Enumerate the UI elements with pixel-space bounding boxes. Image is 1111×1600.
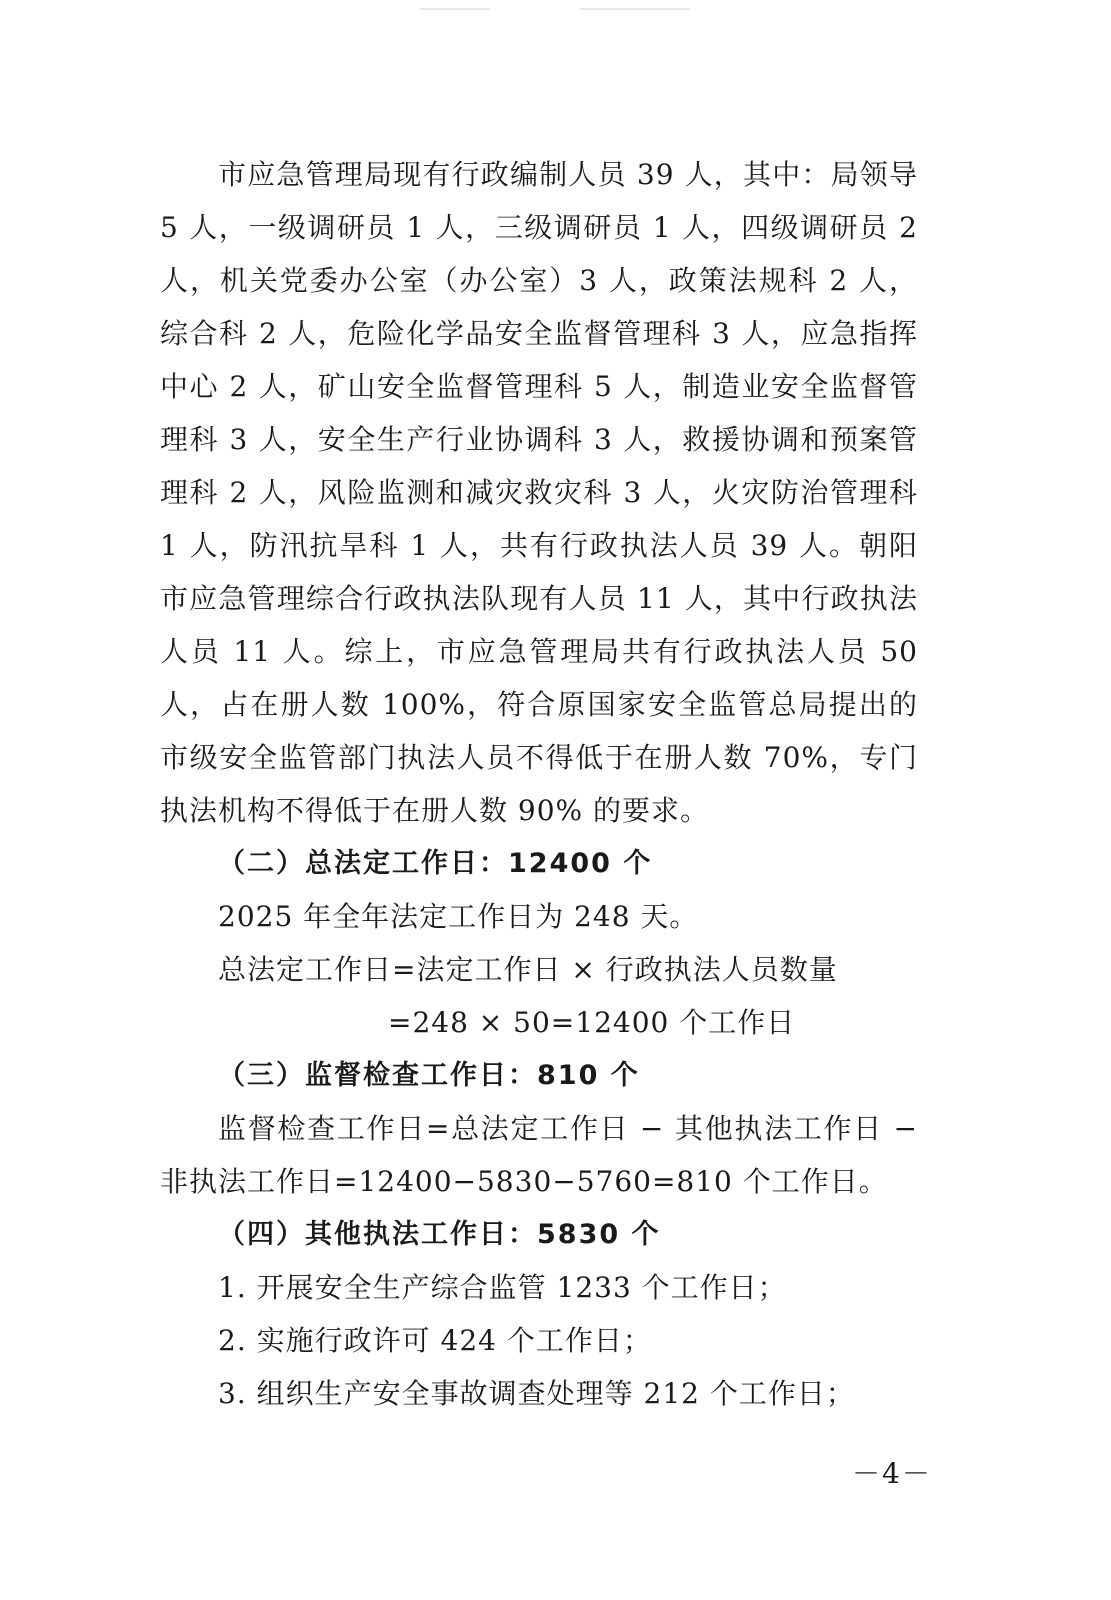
list-item: 1. 开展安全生产综合监管 1233 个工作日； <box>218 1271 787 1304</box>
body-text <box>160 148 918 1420</box>
page-number: －4－ <box>852 1457 932 1490</box>
total-workdays-result: =248 × 50=12400 个工作日 <box>388 1006 796 1039</box>
workdays-statement: 2025 年全年法定工作日为 248 天。 <box>218 900 699 933</box>
section-4-heading: （四）其他执法工作日：5830 个 <box>218 1219 661 1250</box>
total-workdays-formula: 总法定工作日=法定工作日 × 行政执法人员数量 <box>218 953 838 986</box>
list-item: 3. 组织生产安全事故调查处理等 212 个工作日； <box>218 1377 855 1410</box>
list-item: 2. 实施行政许可 424 个工作日； <box>218 1324 652 1357</box>
section-2-heading: （二）总法定工作日：12400 个 <box>218 848 653 879</box>
staffing-paragraph: 市应急管理局现有行政编制人员 39 人，其中：局领导 5 人，一级调研员 1 人，三级调研员 1 人，四级调研员 2 人，机关党委办公室（办公室）3 人，政策法规科 2 人，综合科 2 人，危险化学品安全监督管理科 3 人，应急指挥中心 2 人，矿山安全监督管理科 5 人，制造业安全监督管理科 3 人，安全生产行业协调科 3 人，救援协调和预案管理科 2 人，风险监测和减灾救灾科 3 人，火灾防治管理科 1 人，防汛抗旱科 1 人，共有行政执法人员 39 人。朝阳市应急管理综合行政执法队现有人员 11 人，其中行政执法人员 11 人。综上，市应急管理局共有行政执法人员 50 人，占在册人数 100%，符合原国家安全监管总局提出的市级安全监管部门执法人员不得低于在册人数 70%，专门执法机构不得低于在册人数 90% 的要求。 <box>160 158 918 827</box>
inspection-workdays-paragraph: 监督检查工作日=总法定工作日 − 其他执法工作日 − 非执法工作日=12400−5830−5760=810 个工作日。 <box>160 1112 918 1198</box>
scan-artifact <box>580 8 690 10</box>
section-3-heading: （三）监督检查工作日：810 个 <box>218 1060 640 1091</box>
scan-artifact <box>420 8 490 10</box>
